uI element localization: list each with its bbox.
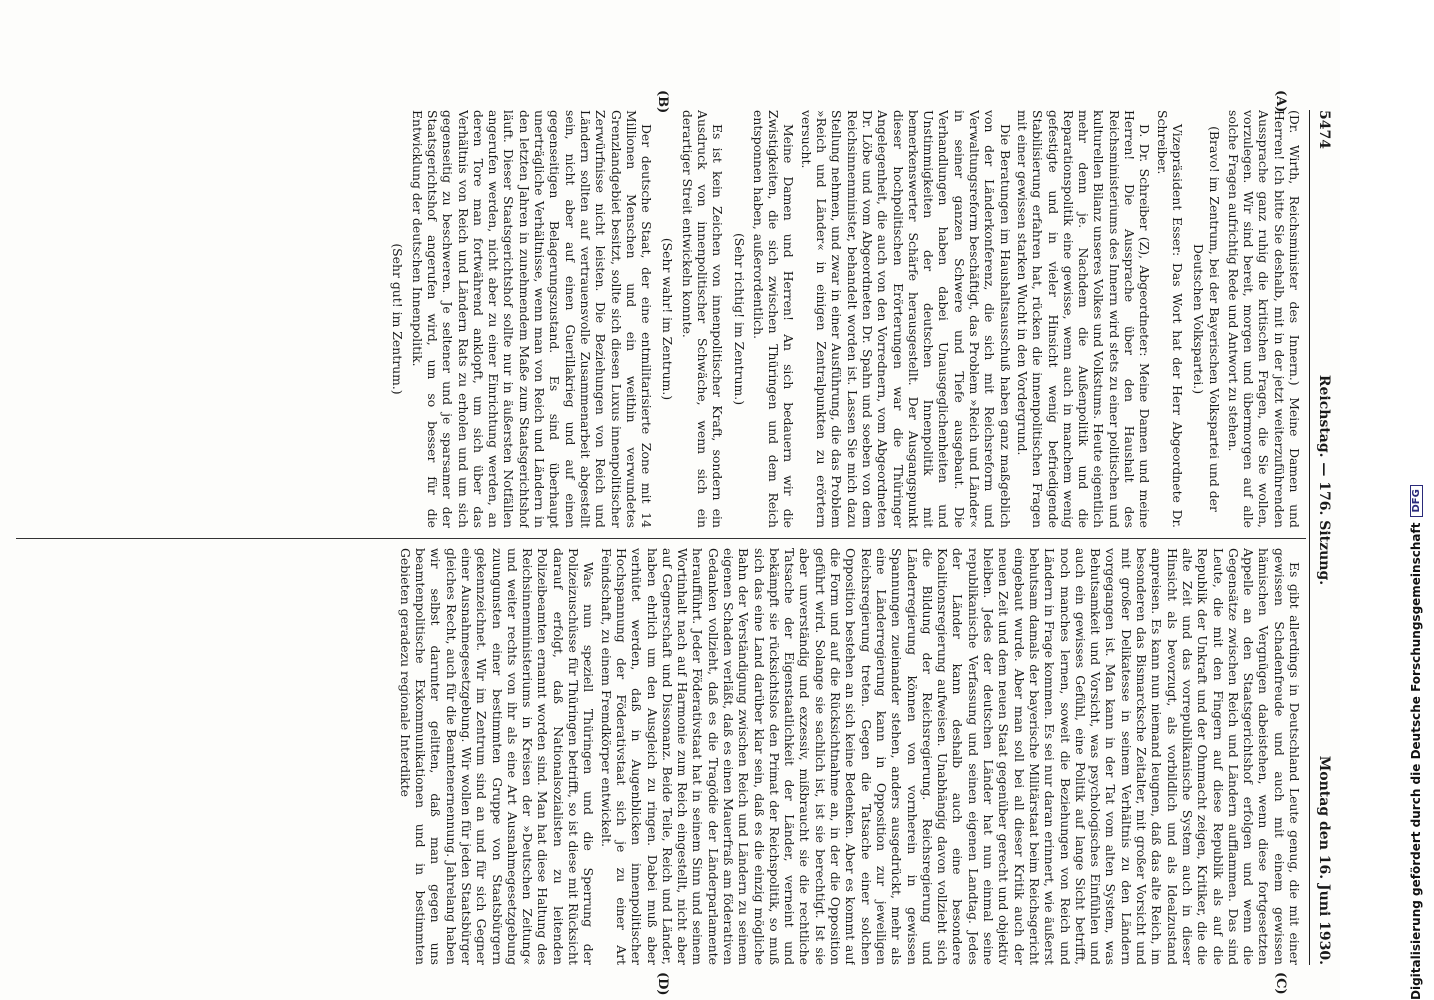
paragraph: Vizepräsident Esser: Das Wort hat der Herr Abgeordnete Dr. Schreiber. bbox=[1154, 110, 1185, 528]
paragraph: (Dr. Wirth, Reichsminister des Innern.) Meine Damen und Herren! Ich bitte Sie deshalb, mit in der jetzt weiterzuführenden Aussprache ganz ruhig die kritischen Fragen, die Sie wollen, vorzulegen. Wir sind bereit, morgen und übermorgen auf alle solche Fragen aufrichtig Rede und Antwort zu stehen. bbox=[1225, 110, 1302, 528]
paragraph: Die Beratungen im Haushaltsausschuß haben ganz maßgeblich von der Länderkonferenz, die sich mit Reichsreform und Verwaltungsreform beschäftigt, das Problem »Reich und Länder« in seiner ganzen Schwere und Tiefe ausgebaut. Die Verhandlungen haben dabei Unausgeglichenheiten und Unstimmigkeiten der deutschen Innenpolitik mit bemerkenswerter Schärfe herausgestellt. Der Ausgangspunkt dieser hochpolitischen Erörterungen war die Thüringer Angelegenheit, die auch von den Vorrednern, vom Abgeordneten Dr. Löbe und vom Abgeordneten Dr. Spahn und soeben von dem Reichsinnenminister, behandelt worden ist. Lassen Sie mich dazu Stellung nehmen, und zwar in einer Ausführung, die das Problem »Reich und Länder« in einigen Zentralpunkten zu erörtern versucht. bbox=[798, 110, 1013, 528]
credit-text: Digitalisierung gefördert durch die Deutsche Forschungsgemeinschaft bbox=[1409, 522, 1423, 1000]
right-column bbox=[12, 548, 1302, 965]
margin-marker-a: (A) bbox=[1273, 90, 1288, 113]
interjection: (Sehr wahr! im Zentrum.) bbox=[660, 237, 676, 401]
interjection: (Sehr richtig! im Zentrum.) bbox=[731, 232, 747, 406]
page-header bbox=[1312, 110, 1332, 965]
interjection: (Bravo! im Zentrum, bei der Bayerischen Volkspartei und der Deutschen Volkspartei.) bbox=[1191, 126, 1222, 512]
left-column bbox=[12, 110, 1302, 528]
margin-marker-c: (C) bbox=[1273, 972, 1288, 995]
margin-marker-d: (D) bbox=[655, 972, 670, 996]
paragraph: Meine Damen und Herren! An sich bedauern wir die Zwistigkeiten, die sich zwischen Thüringen und dem Reich entsponnen haben, außerordentlich. bbox=[750, 110, 797, 528]
paragraph: Es ist kein Zeichen von innenpolitischer Kraft, sondern ein Ausdruck von innenpolitischer Schwäche, wenn sich ein derartiger Streit entwickeln konnte. bbox=[679, 110, 726, 528]
session-date: Montag den 16. Juni 1930. bbox=[1316, 755, 1332, 965]
dfg-logo-icon: DFG bbox=[1410, 485, 1423, 516]
digitization-credit bbox=[1409, 0, 1423, 1000]
margin-marker-b: (B) bbox=[655, 90, 670, 114]
paragraph: Es gibt allerdings in Deutschland Leute genug, die mit einer gewissen Schadenfreude und auch mit einem gewissen hämischen Vergnügen dabeistehen, wenn diese fortgesetzten Appelle an den Staatsgerichtshof erfolgen und wenn die Gegensätze zwischen Reich und Ländern aufflammen. Das sind Leute, die mit den Fingern auf diese Republik als auf die Republik der Unkraft und der Ohnmacht zeigen, Kritiker, die die alte Zeit und das vorrepublikanische System auch in dieser Hinsicht als bevorzugt, als vorbildlich und als Idealzustand anpreisen. Es kann nun niemand leugnen, daß das alte Reich, im besonderen das Bismarcksche Zeitalter, mit großer Vorsicht und mit großer Delikatesse in seinem Verhältnis zu den Ländern vorgegangen ist. Man kann in der Tat vom alten System, was Behutsamkeit und Vorsicht, was psychologisches Einfühlen und auch ein gewisses Gefühl, eine Politik auf lange Sicht betrifft, noch manches lernen, soweit die Beziehungen von Reich und Ländern in Frage kommen. Es sei nur daran erinnert, wie äußerst behutsam damals der bayerische Militärstaat beim Reichsgericht eingebaut wurde. Aber man soll bei all dieser Kritik auch der neuen Zeit und dem neuen Staat gegenüber gerecht und objektiv bleiben. Jedes der deutschen Länder hat nun einmal seine republikanische Verfassung und seinen eigenen Landtag. Jedes der Länder kann deshalb auch eine besondere Koalitionsregierung aufweisen. Unabhängig davon vollzieht sich die Bildung der Reichsregierung. Reichsregierung und Länderregierung können von vornherein in gewissen Spannungen zueinander stehen, anders ausgedrückt, mehr als eine Länderregierung kann in Opposition zur jeweiligen Reichsregierung treten. Gegen die Tatsache einer solchen Opposition bestehen an sich keine Bedenken. Aber es kommt auf die Form und auf die Rücksichtnahme an, in der die Opposition geführt wird. Solange sie sachlich ist, ist sie berechtigt. Ist sie aber unverständig und exzessiv, mißbraucht sie die rechtliche Tatsache der Eigenstaatlichkeit der Länder, verneint und bekämpft sie rücksichtslos den Primat der Reichspolitik, so muß sich das eine Land darüber klar sein, daß es die einzig mögliche Bahn der Verständigung zwischen Reich und Ländern zu seinem eigenen Schaden verläßt, daß es einen Mauerfraß am föderativen Gedanken vollzieht, daß es die Tragödie der Länderparlamente heraufführt. Jeder Föderativstaat hat in seinem Sinn und seinem Wortinhalt nach auf Harmonie zum Reich eingestellt, nicht aber auf Gegnerschaft und Dissonanz. Beide Teile, Reich und Länder, haben ehrlich um den Ausgleich zu ringen. Dabei muß aber verhütet werden, daß in Augenblicken innenpolitischer Hochspannung der Föderativstaat sich je zu einer Art Feindschaft, zu einem Fremdkörper entwickelt. bbox=[598, 548, 1302, 965]
interjection: (Sehr gut! im Zentrum.) bbox=[390, 243, 406, 395]
page-number: 5474 bbox=[1316, 110, 1332, 149]
paragraph: Der deutsche Staat, der eine entmilitarisierte Zone mit 14 Millionen Menschen und ein weithin verwundetes Grenzlandgebiet besitzt, sollte sich diesen Luxus innenpolitischer Zerwürfnisse nicht leisten. Die Beziehungen von Reich und Ländern sollten auf vertrauensvolle Zusammenarbeit abgestellt sein, nicht aber auf einen Guerillakrieg und auf einen gegenseitigen Belagerungszustand. Es sind überhaupt unerträgliche Verhältnisse, wenn man von Reich und Ländern in den letzten Jahren in zunehmendem Maße zum Staatsgerichtshof läuft. Dieser Staatsgerichtshof sollte nur in äußersten Notfällen angerufen werden, nicht aber zu einer Einrichtung werden, an deren Tore man fortwährend anklopft, um sich über das Verhältnis von Reich und Ländern Rats zu erholen und um sich gegenseitig zu beschweren. Je seltener und je sparsamer der Staatsgerichtshof angerufen wird, um so besser für die Entwicklung der deutschen Innenpolitik. bbox=[409, 110, 655, 528]
paragraph: Was nun speziell Thüringen und die Sperrung der Polizeizuschüsse für Thüringen betrifft, so ist diese mit Rücksicht darauf erfolgt, daß Nationalsozialisten zu leitenden Polizeibeamten ernannt worden sind. Man hat diese Haltung des Reichsinnenministeriums in Kreisen der »Deutschen Zeitung« und weiter rechts von ihr als eine Art Ausnahmegesetzgebung zuungunsten einer bestimmten Gruppe von Staatsbürgern gekennzeichnet. Wir im Zentrum sind an und für sich Gegner einer Ausnahmegesetzgebung. Wir wollen für jeden Staatsbürger gleiches Recht, auch für die Beamtenernennung. Jahrelang haben wir selbst darunter gelitten, daß man gegen uns beamtenpolitische Exkommunikationen und in bestimmten Gebieten geradezu regionale Interdikte bbox=[397, 548, 597, 965]
paragraph: D. Dr. Schreiber (Z), Abgeordneter: Meine Damen und meine Herren! Die Aussprache über den Haushalt des Reichsministeriums des Innern wird stets zu einer politischen und kulturellen Bilanz unseres Volkes und Volkstums. Heute eigentlich mehr denn je. Nachdem die Außenpolitik und die Reparationspolitik eine gewisse, wenn auch in manchem wenig gefestigte und in vieler Hinsicht wenig befriedigende Stabilisierung erfahren hat, rücken die innenpolitischen Fragen mit einer gewissen starken Wucht in den Vordergrund. bbox=[1014, 110, 1153, 528]
session-title: Reichstag. — 176. Sitzung. bbox=[1316, 374, 1332, 586]
column-divider bbox=[16, 538, 1306, 539]
header-rule bbox=[1309, 110, 1310, 965]
